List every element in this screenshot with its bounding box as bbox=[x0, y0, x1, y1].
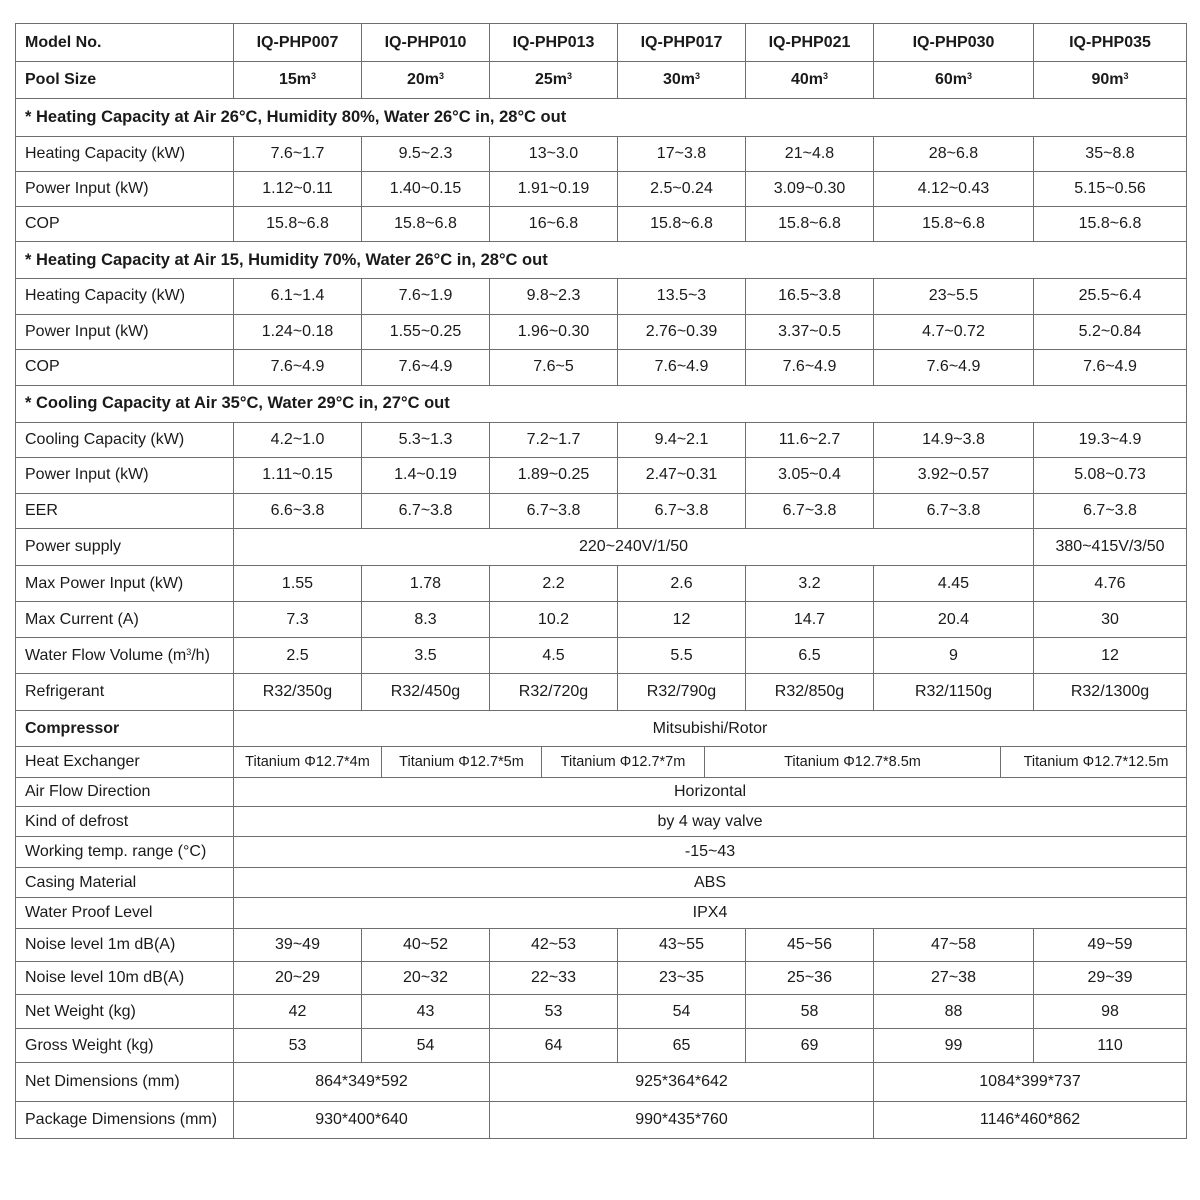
value-cell: 12 bbox=[618, 602, 746, 638]
model-cell: IQ-PHP035 bbox=[1034, 24, 1187, 62]
spec-row bbox=[16, 778, 1187, 807]
spec-row bbox=[16, 674, 1187, 711]
value-cell: 6.7~3.8 bbox=[746, 493, 874, 529]
row-label: Working temp. range (°C) bbox=[16, 837, 234, 868]
row-label: Heat Exchanger bbox=[16, 747, 234, 778]
value-cell: 20.4 bbox=[874, 602, 1034, 638]
row-label bbox=[16, 638, 234, 674]
pool-size-value: 60m bbox=[934, 71, 967, 88]
value-cell: 9 bbox=[874, 638, 1034, 674]
value-cell: by 4 way valve bbox=[234, 807, 1187, 837]
value-cell: 1.78 bbox=[362, 566, 490, 602]
value-cell: 4.5 bbox=[490, 638, 618, 674]
model-cell: IQ-PHP007 bbox=[234, 24, 362, 62]
value-cell: 925*364*642 bbox=[490, 1063, 874, 1102]
value-cell: IPX4 bbox=[234, 898, 1187, 929]
value-cell: 4.45 bbox=[874, 566, 1034, 602]
value-cell: 11.6~2.7 bbox=[746, 422, 874, 458]
row-label: Net Dimensions (mm) bbox=[16, 1063, 234, 1102]
spec-row bbox=[16, 711, 1187, 747]
value-cell: 54 bbox=[362, 1029, 490, 1063]
spec-row bbox=[16, 962, 1187, 995]
spec-row bbox=[16, 638, 1187, 674]
value-cell: 22~33 bbox=[490, 962, 618, 995]
value-cell: R32/720g bbox=[490, 674, 618, 711]
row-label: Compressor bbox=[16, 711, 234, 747]
row-label: Cooling Capacity (kW) bbox=[16, 422, 234, 458]
value-cell: 64 bbox=[490, 1029, 618, 1063]
spec-row bbox=[16, 602, 1187, 638]
spec-row bbox=[16, 898, 1187, 929]
value-cell: 6.5 bbox=[746, 638, 874, 674]
value-cell: 3.5 bbox=[362, 638, 490, 674]
value-cell: R32/350g bbox=[234, 674, 362, 711]
value-cell: 53 bbox=[234, 1029, 362, 1063]
row-label: Kind of defrost bbox=[16, 807, 234, 837]
value-cell: 14.9~3.8 bbox=[874, 422, 1034, 458]
section-heading: * Heating Capacity at Air 26°C, Humidity 80%, Water 26°C in, 28°C out bbox=[16, 99, 1187, 137]
section-heading: * Heating Capacity at Air 15, Humidity 70%, Water 26°C in, 28°C out bbox=[16, 242, 1187, 279]
value-cell: ABS bbox=[234, 868, 1187, 898]
value-cell: 2.5 bbox=[234, 638, 362, 674]
value-cell: 17~3.8 bbox=[618, 137, 746, 172]
section-heading-row bbox=[16, 242, 1187, 279]
value-cell: 43 bbox=[362, 995, 490, 1029]
value-cell: 13.5~3 bbox=[618, 279, 746, 315]
value-cell: 19.3~4.9 bbox=[1034, 422, 1187, 458]
row-label: Net Weight (kg) bbox=[16, 995, 234, 1029]
spec-row bbox=[16, 350, 1187, 386]
value-cell: 27~38 bbox=[874, 962, 1034, 995]
value-cell: 15.8~6.8 bbox=[234, 207, 362, 242]
value-cell: 1.91~0.19 bbox=[490, 172, 618, 207]
value-cell: 1146*460*862 bbox=[874, 1102, 1187, 1139]
value-cell: 53 bbox=[490, 995, 618, 1029]
value-cell: 7.2~1.7 bbox=[490, 422, 618, 458]
value-cell: 6.7~3.8 bbox=[618, 493, 746, 529]
row-label: EER bbox=[16, 493, 234, 529]
value-cell: 20~29 bbox=[234, 962, 362, 995]
row-label: Power Input (kW) bbox=[16, 458, 234, 494]
pool-size-cell bbox=[490, 62, 618, 99]
value-cell: R32/850g bbox=[746, 674, 874, 711]
value-cell: 6.1~1.4 bbox=[234, 279, 362, 315]
model-cell: IQ-PHP021 bbox=[746, 24, 874, 62]
value-cell: 47~58 bbox=[874, 929, 1034, 962]
value-cell: 1.55~0.25 bbox=[362, 314, 490, 350]
section-heading-row bbox=[16, 99, 1187, 137]
spec-row bbox=[16, 807, 1187, 837]
value-cell: 4.12~0.43 bbox=[874, 172, 1034, 207]
row-label: Water Proof Level bbox=[16, 898, 234, 929]
value-cell: 35~8.8 bbox=[1034, 137, 1187, 172]
value-cell: 40~52 bbox=[362, 929, 490, 962]
section-heading: * Cooling Capacity at Air 35°C, Water 29°C in, 27°C out bbox=[16, 385, 1187, 422]
value-cell: 43~55 bbox=[618, 929, 746, 962]
value-cell: 6.7~3.8 bbox=[1034, 493, 1187, 529]
value-cell: 7.6~4.9 bbox=[234, 350, 362, 386]
spec-row bbox=[16, 314, 1187, 350]
pool-size-row bbox=[16, 62, 1187, 99]
pool-size-value: 30m bbox=[662, 71, 695, 88]
value-cell: 42~53 bbox=[490, 929, 618, 962]
value-cell: 6.7~3.8 bbox=[874, 493, 1034, 529]
value-cell: 14.7 bbox=[746, 602, 874, 638]
value-cell: 98 bbox=[1034, 995, 1187, 1029]
spec-table bbox=[15, 23, 1187, 1139]
value-cell: 1.89~0.25 bbox=[490, 458, 618, 494]
spec-row bbox=[16, 207, 1187, 242]
value-cell: 1.24~0.18 bbox=[234, 314, 362, 350]
value-cell: 1.4~0.19 bbox=[362, 458, 490, 494]
value-cell: 2.2 bbox=[490, 566, 618, 602]
row-label: Heating Capacity (kW) bbox=[16, 279, 234, 315]
value-cell: 4.2~1.0 bbox=[234, 422, 362, 458]
row-label: Noise level 10m dB(A) bbox=[16, 962, 234, 995]
row-label: Heating Capacity (kW) bbox=[16, 137, 234, 172]
value-cell: 1.11~0.15 bbox=[234, 458, 362, 494]
heat-exchanger-value: Titanium Φ12.7*12.5m bbox=[1023, 754, 1169, 770]
unit-superscript: 3 bbox=[1123, 71, 1129, 81]
spec-row bbox=[16, 1029, 1187, 1063]
model-row bbox=[16, 24, 1187, 62]
pool-size-cell bbox=[234, 62, 362, 99]
pool-size-value: 25m bbox=[534, 71, 567, 88]
value-cell: 7.6~4.9 bbox=[874, 350, 1034, 386]
unit-superscript: 3 bbox=[186, 646, 192, 657]
row-label: COP bbox=[16, 350, 234, 386]
value-cell: 1.55 bbox=[234, 566, 362, 602]
value-cell: 3.92~0.57 bbox=[874, 458, 1034, 494]
spec-row bbox=[16, 995, 1187, 1029]
heat-exchanger-value: Titanium Φ12.7*7m bbox=[542, 747, 705, 777]
value-cell: 3.09~0.30 bbox=[746, 172, 874, 207]
value-cell: 15.8~6.8 bbox=[618, 207, 746, 242]
model-cell: IQ-PHP030 bbox=[874, 24, 1034, 62]
value-cell: 16.5~3.8 bbox=[746, 279, 874, 315]
heat-exchanger-value: Titanium Φ12.7*8.5m bbox=[705, 747, 1001, 777]
value-cell: 7.6~4.9 bbox=[618, 350, 746, 386]
value-cell: 1.12~0.11 bbox=[234, 172, 362, 207]
value-cell: 58 bbox=[746, 995, 874, 1029]
value-cell: 39~49 bbox=[234, 929, 362, 962]
value-cell: 28~6.8 bbox=[874, 137, 1034, 172]
value-cell: Horizontal bbox=[234, 778, 1187, 807]
value-cell: R32/1150g bbox=[874, 674, 1034, 711]
heat-exchanger-cell bbox=[234, 747, 1187, 778]
row-label: Refrigerant bbox=[16, 674, 234, 711]
row-label: Power supply bbox=[16, 529, 234, 566]
pool-size-cell bbox=[1034, 62, 1187, 99]
value-cell: 9.8~2.3 bbox=[490, 279, 618, 315]
value-cell: 5.3~1.3 bbox=[362, 422, 490, 458]
spec-row bbox=[16, 137, 1187, 172]
unit-superscript: 3 bbox=[439, 71, 445, 81]
value-cell: 15.8~6.8 bbox=[362, 207, 490, 242]
row-label: Power Input (kW) bbox=[16, 314, 234, 350]
spec-row bbox=[16, 1063, 1187, 1102]
value-cell: 29~39 bbox=[1034, 962, 1187, 995]
value-cell: 42 bbox=[234, 995, 362, 1029]
value-cell: 3.2 bbox=[746, 566, 874, 602]
value-cell: 5.2~0.84 bbox=[1034, 314, 1187, 350]
value-cell: 7.6~4.9 bbox=[1034, 350, 1187, 386]
pool-size-cell bbox=[362, 62, 490, 99]
spec-row bbox=[16, 172, 1187, 207]
heat-exchanger-value: Titanium Φ12.7*4m bbox=[234, 747, 382, 777]
value-cell: 2.5~0.24 bbox=[618, 172, 746, 207]
unit-superscript: 3 bbox=[823, 71, 829, 81]
value-cell: 69 bbox=[746, 1029, 874, 1063]
value-cell: 1.96~0.30 bbox=[490, 314, 618, 350]
value-cell: 2.47~0.31 bbox=[618, 458, 746, 494]
model-cell: IQ-PHP013 bbox=[490, 24, 618, 62]
value-cell: 88 bbox=[874, 995, 1034, 1029]
spec-row bbox=[16, 929, 1187, 962]
value-cell: 5.08~0.73 bbox=[1034, 458, 1187, 494]
spec-row bbox=[16, 422, 1187, 458]
value-cell: 23~5.5 bbox=[874, 279, 1034, 315]
value-cell: 1.40~0.15 bbox=[362, 172, 490, 207]
pool-size-label: Pool Size bbox=[16, 62, 234, 99]
row-label: Gross Weight (kg) bbox=[16, 1029, 234, 1063]
value-cell: 5.15~0.56 bbox=[1034, 172, 1187, 207]
label-text: Water Flow Volume (m bbox=[25, 646, 187, 664]
value-cell: 6.7~3.8 bbox=[490, 493, 618, 529]
value-cell: 864*349*592 bbox=[234, 1063, 490, 1102]
spec-row bbox=[16, 1102, 1187, 1139]
value-cell: 4.76 bbox=[1034, 566, 1187, 602]
model-label: Model No. bbox=[16, 24, 234, 62]
value-cell: 990*435*760 bbox=[490, 1102, 874, 1139]
spec-row bbox=[16, 868, 1187, 898]
row-label: COP bbox=[16, 207, 234, 242]
spec-row bbox=[16, 279, 1187, 315]
spec-row bbox=[16, 493, 1187, 529]
row-label: Package Dimensions (mm) bbox=[16, 1102, 234, 1139]
unit-superscript: 3 bbox=[311, 71, 317, 81]
pool-size-value: 40m bbox=[790, 71, 823, 88]
value-cell: R32/1300g bbox=[1034, 674, 1187, 711]
row-label: Casing Material bbox=[16, 868, 234, 898]
unit-superscript: 3 bbox=[695, 71, 701, 81]
value-cell: 13~3.0 bbox=[490, 137, 618, 172]
value-cell: 7.6~1.7 bbox=[234, 137, 362, 172]
pool-size-cell bbox=[874, 62, 1034, 99]
value-cell: 2.6 bbox=[618, 566, 746, 602]
pool-size-value: 20m bbox=[406, 71, 439, 88]
value-cell: 6.7~3.8 bbox=[362, 493, 490, 529]
value-cell: R32/790g bbox=[618, 674, 746, 711]
spec-row bbox=[16, 458, 1187, 494]
section-heading-row bbox=[16, 385, 1187, 422]
value-cell: 220~240V/1/50 bbox=[234, 529, 1034, 566]
row-label: Noise level 1m dB(A) bbox=[16, 929, 234, 962]
value-cell: 45~56 bbox=[746, 929, 874, 962]
value-cell: 15.8~6.8 bbox=[1034, 207, 1187, 242]
value-cell: -15~43 bbox=[234, 837, 1187, 868]
spec-row bbox=[16, 566, 1187, 602]
pool-size-cell bbox=[618, 62, 746, 99]
label-text: /h) bbox=[191, 646, 210, 664]
value-cell: 380~415V/3/50 bbox=[1034, 529, 1187, 566]
model-cell: IQ-PHP017 bbox=[618, 24, 746, 62]
value-cell: 21~4.8 bbox=[746, 137, 874, 172]
value-cell: 25~36 bbox=[746, 962, 874, 995]
value-cell: 54 bbox=[618, 995, 746, 1029]
value-cell: 110 bbox=[1034, 1029, 1187, 1063]
value-cell: 7.6~1.9 bbox=[362, 279, 490, 315]
pool-size-value: 90m bbox=[1091, 71, 1124, 88]
value-cell: 30 bbox=[1034, 602, 1187, 638]
spec-table-body bbox=[16, 24, 1187, 1139]
heat-exchanger-value: Titanium Φ12.7*5m bbox=[382, 747, 542, 777]
value-cell: 9.4~2.1 bbox=[618, 422, 746, 458]
value-cell: 3.37~0.5 bbox=[746, 314, 874, 350]
value-cell: 930*400*640 bbox=[234, 1102, 490, 1139]
value-cell: 5.5 bbox=[618, 638, 746, 674]
value-cell: 7.6~4.9 bbox=[746, 350, 874, 386]
value-cell: 3.05~0.4 bbox=[746, 458, 874, 494]
spec-row bbox=[16, 747, 1187, 778]
value-cell: 15.8~6.8 bbox=[746, 207, 874, 242]
row-label: Air Flow Direction bbox=[16, 778, 234, 807]
row-label: Max Current (A) bbox=[16, 602, 234, 638]
heat-exchanger-segments bbox=[234, 747, 1186, 777]
power-supply-row bbox=[16, 529, 1187, 566]
value-cell: 25.5~6.4 bbox=[1034, 279, 1187, 315]
pool-size-value: 15m bbox=[278, 71, 311, 88]
value-cell: 15.8~6.8 bbox=[874, 207, 1034, 242]
value-cell: 23~35 bbox=[618, 962, 746, 995]
value-cell: 49~59 bbox=[1034, 929, 1187, 962]
row-label: Power Input (kW) bbox=[16, 172, 234, 207]
value-cell: 65 bbox=[618, 1029, 746, 1063]
value-cell: 6.6~3.8 bbox=[234, 493, 362, 529]
pool-size-cell bbox=[746, 62, 874, 99]
value-cell: 7.6~5 bbox=[490, 350, 618, 386]
value-cell: 9.5~2.3 bbox=[362, 137, 490, 172]
value-cell: 1084*399*737 bbox=[874, 1063, 1187, 1102]
value-cell: 7.3 bbox=[234, 602, 362, 638]
row-label: Max Power Input (kW) bbox=[16, 566, 234, 602]
value-cell: 16~6.8 bbox=[490, 207, 618, 242]
value-cell: 4.7~0.72 bbox=[874, 314, 1034, 350]
value-cell: 99 bbox=[874, 1029, 1034, 1063]
value-cell: 20~32 bbox=[362, 962, 490, 995]
value-cell: Mitsubishi/Rotor bbox=[234, 711, 1187, 747]
unit-superscript: 3 bbox=[567, 71, 573, 81]
value-cell: 8.3 bbox=[362, 602, 490, 638]
spec-row bbox=[16, 837, 1187, 868]
value-cell: 12 bbox=[1034, 638, 1187, 674]
value-cell: 2.76~0.39 bbox=[618, 314, 746, 350]
value-cell: R32/450g bbox=[362, 674, 490, 711]
value-cell: 7.6~4.9 bbox=[362, 350, 490, 386]
model-cell: IQ-PHP010 bbox=[362, 24, 490, 62]
value-cell: 10.2 bbox=[490, 602, 618, 638]
unit-superscript: 3 bbox=[967, 71, 973, 81]
